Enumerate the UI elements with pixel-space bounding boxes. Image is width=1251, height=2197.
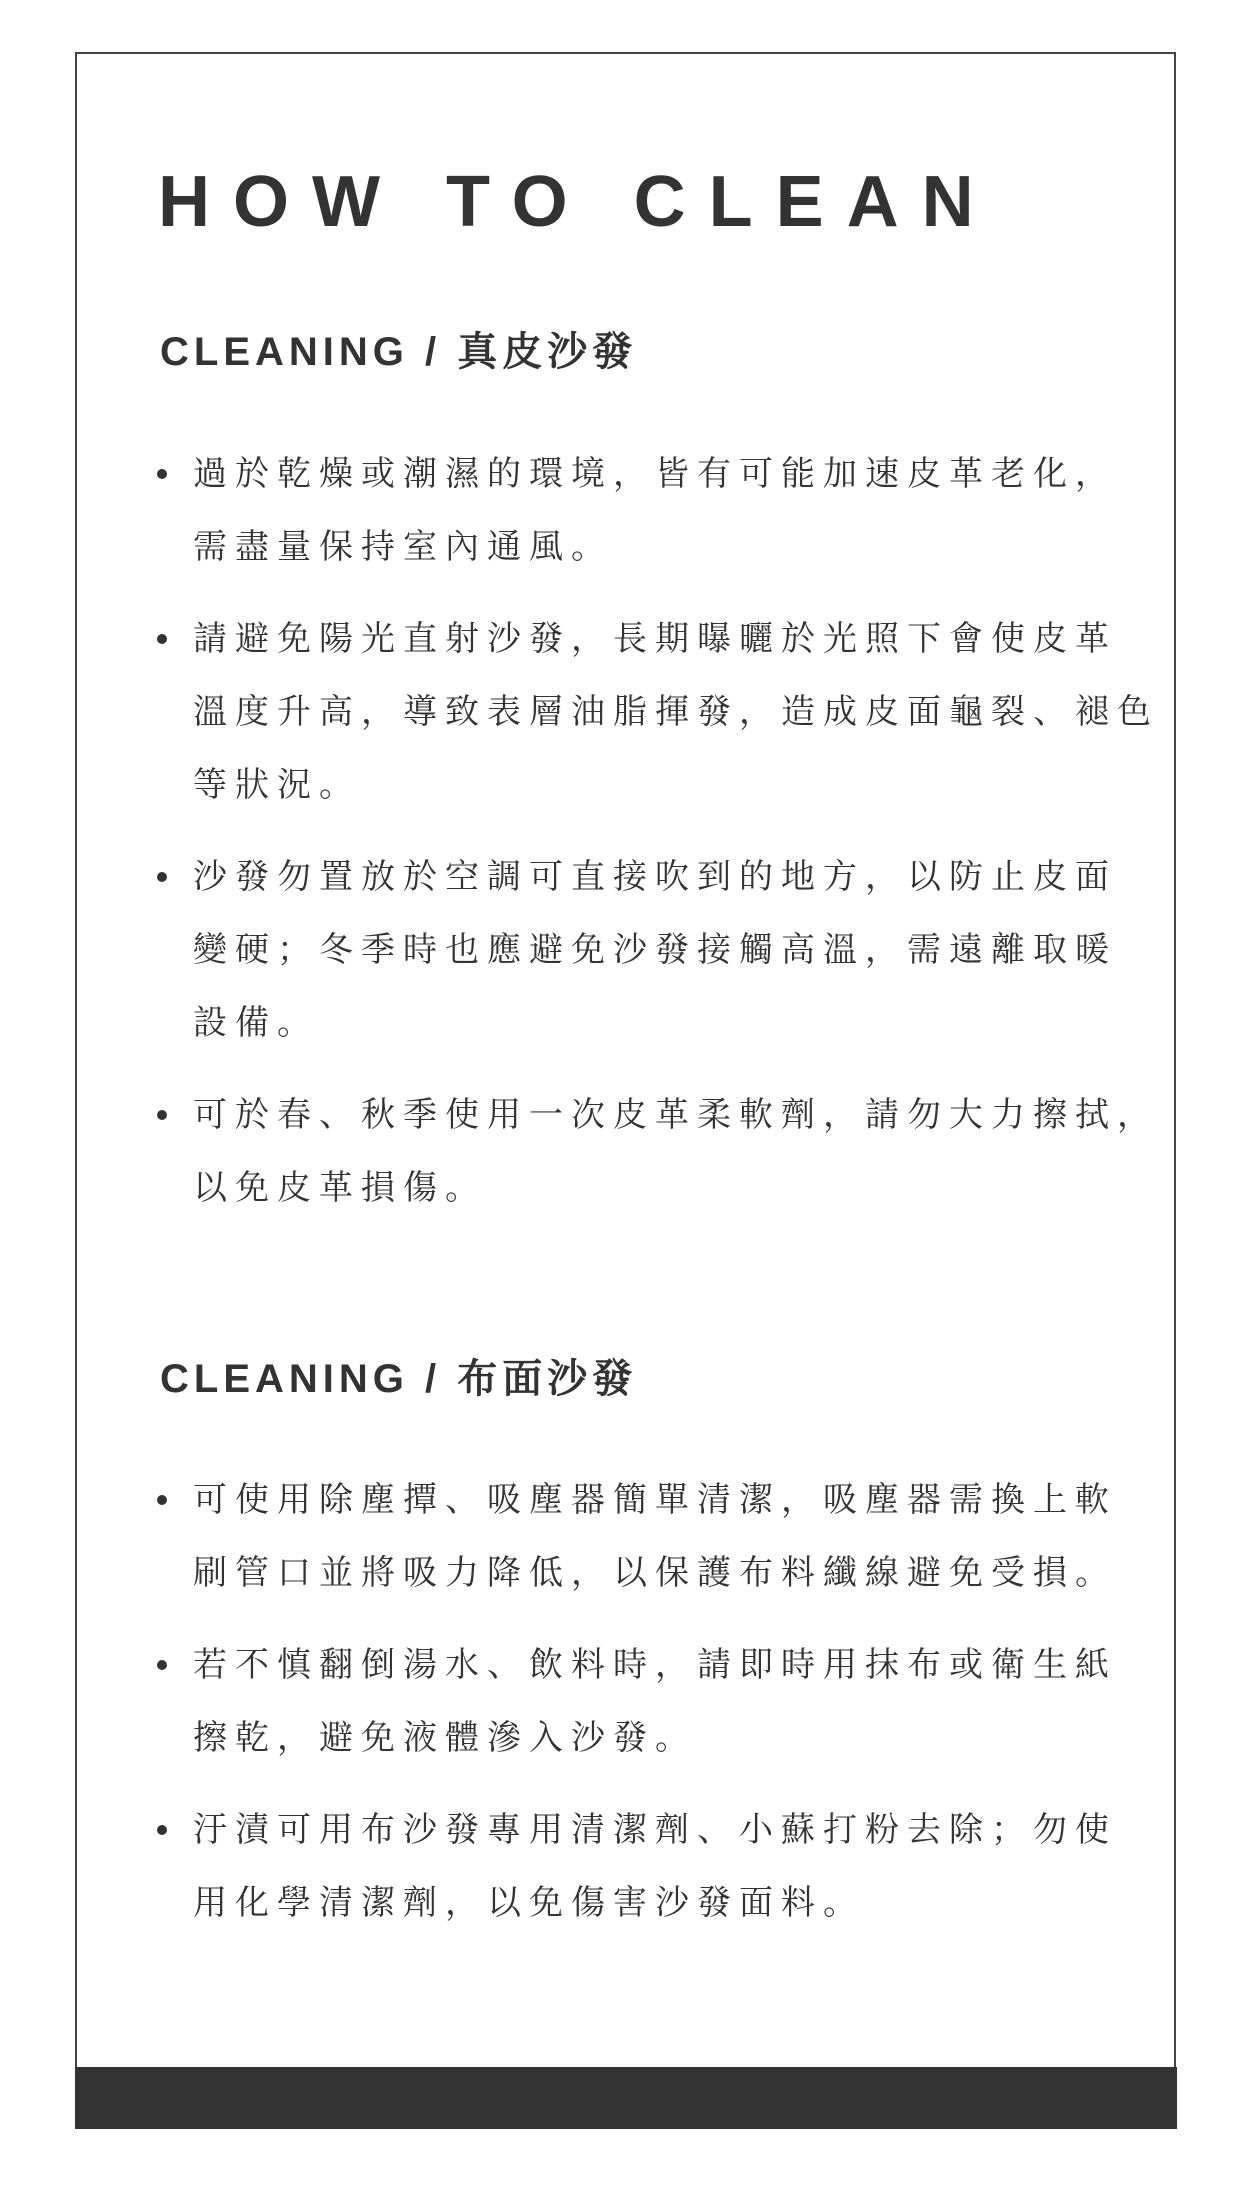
list-item-line: 等狀況。 (193, 765, 361, 805)
list-item-line: 請避免陽光直射沙發，長期曝曬於光照下會使皮革 (193, 619, 1117, 659)
list-item-line: 設備。 (193, 1003, 319, 1043)
list-item-line: 可使用除塵撢、吸塵器簡單清潔，吸塵器需換上軟 (193, 1480, 1117, 1520)
list-item (160, 1794, 1160, 1940)
list-item (160, 841, 1160, 1060)
list-item-line: 用化學清潔劑，以免傷害沙發面料。 (193, 1883, 865, 1923)
list-item-line: 以免皮革損傷。 (193, 1168, 487, 1208)
fabric-care-list (160, 1464, 1160, 1959)
list-item-line: 溫度升高，導致表層油脂揮發，造成皮面龜裂、褪色 (193, 692, 1159, 732)
page-title: HOW TO CLEAN (158, 162, 997, 242)
list-item (160, 1629, 1160, 1775)
list-item (160, 603, 1160, 822)
leather-care-list (160, 438, 1160, 1244)
list-item (160, 1079, 1160, 1225)
bullet-dot-icon (157, 1825, 167, 1835)
bullet-dot-icon (157, 872, 167, 882)
bullet-dot-icon (157, 634, 167, 644)
list-item-line: 汙漬可用布沙發專用清潔劑、小蘇打粉去除；勿使 (193, 1810, 1117, 1850)
bullet-dot-icon (157, 469, 167, 479)
list-item-line: 需盡量保持室內通風。 (193, 527, 613, 567)
list-item-line: 變硬；冬季時也應避免沙發接觸高溫，需遠離取暖 (193, 930, 1117, 970)
list-item (160, 438, 1160, 584)
bullet-dot-icon (157, 1495, 167, 1505)
list-item-line: 擦乾，避免液體滲入沙發。 (193, 1718, 697, 1758)
section-heading-leather: CLEANING / 真皮沙發 (160, 330, 638, 374)
list-item (160, 1464, 1160, 1610)
list-item-line: 過於乾燥或潮濕的環境，皆有可能加速皮革老化， (193, 454, 1117, 494)
section-heading-fabric: CLEANING / 布面沙發 (160, 1357, 638, 1401)
list-item-line: 若不慎翻倒湯水、飲料時，請即時用抹布或衛生紙 (193, 1645, 1117, 1685)
footer-bar (75, 2067, 1177, 2129)
list-item-line: 沙發勿置放於空調可直接吹到的地方，以防止皮面 (193, 857, 1117, 897)
list-item-line: 可於春、秋季使用一次皮革柔軟劑，請勿大力擦拭， (193, 1095, 1159, 1135)
bullet-dot-icon (157, 1660, 167, 1670)
bullet-dot-icon (157, 1110, 167, 1120)
list-item-line: 刷管口並將吸力降低，以保護布料纖線避免受損。 (193, 1553, 1117, 1593)
